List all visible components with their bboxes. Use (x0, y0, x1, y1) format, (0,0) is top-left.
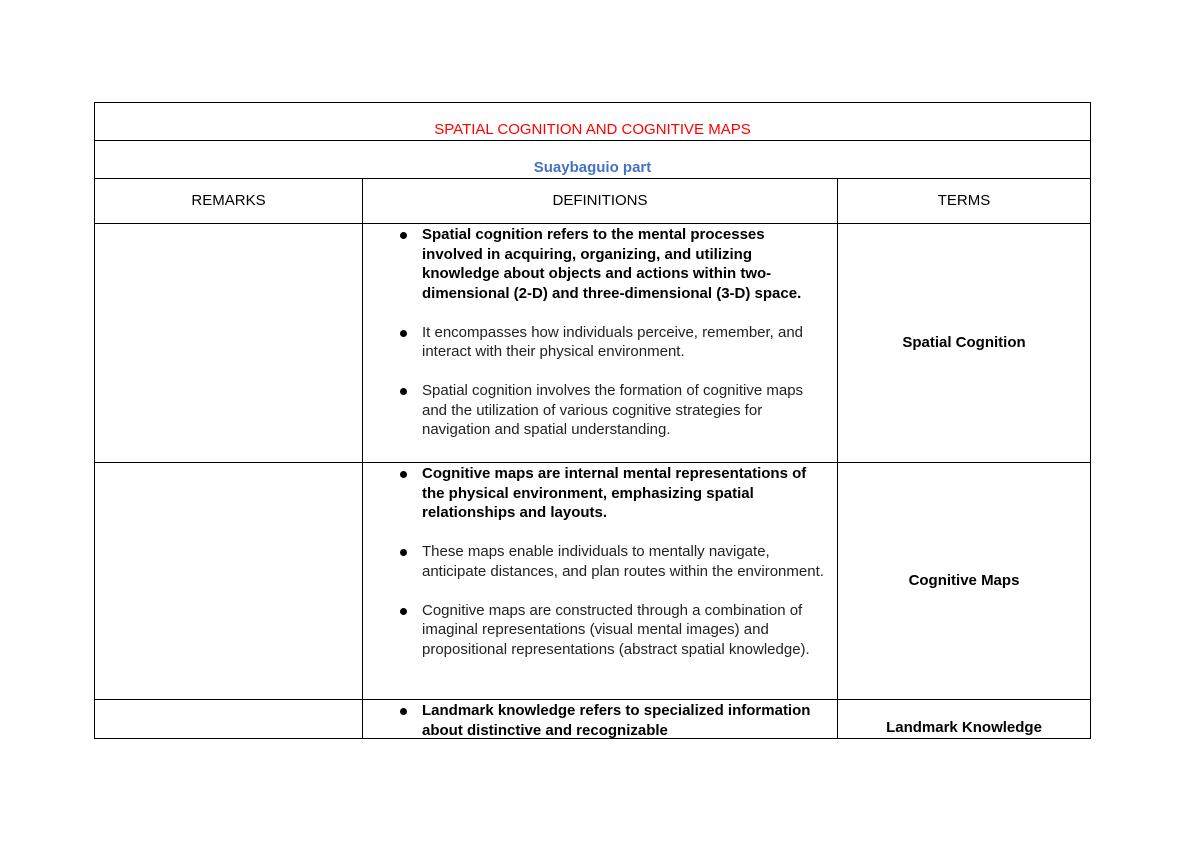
document-title: SPATIAL COGNITION AND COGNITIVE MAPS (434, 120, 751, 138)
term-cell: Landmark Knowledge (838, 700, 1091, 739)
document-subtitle: Suaybaguio part (533, 158, 652, 176)
definition-text: It encompasses how individuals perceive, remember, and interact with their physical environment. (422, 323, 804, 360)
remarks-cell (95, 224, 363, 463)
bullet-icon (400, 232, 407, 239)
definition-text: Landmark knowledge refers to specialized information about distinctive and recognizable (422, 702, 811, 738)
definitions-cell (363, 700, 838, 739)
definition-list (363, 464, 837, 659)
definition-text: Spatial cognition involves the formation of cognitive maps and the utilization of various cognitive strategies for navigation and spatial understanding. (422, 382, 804, 438)
definitions-cell (363, 463, 838, 700)
definition-list (363, 225, 837, 440)
remarks-cell (95, 700, 363, 739)
definition-clip (363, 701, 837, 738)
term-cell: Spatial Cognition (838, 224, 1091, 463)
table-row (95, 224, 1091, 463)
definition-item (422, 701, 829, 738)
definition-item (422, 464, 829, 523)
terms-table (94, 102, 1091, 739)
subtitle-row (95, 141, 1091, 179)
definition-item (422, 601, 829, 660)
bullet-icon (400, 608, 407, 615)
title-row (95, 103, 1091, 141)
header-remarks: REMARKS (95, 179, 363, 224)
table-row (95, 700, 1091, 739)
definition-text: Cognitive maps are constructed through a combination of imaginal representations (visual mental images) and propositional representations (abstract spatial knowledge). (422, 601, 810, 658)
bullet-icon (400, 471, 407, 478)
bullet-icon (400, 330, 407, 337)
term-cell: Cognitive Maps (838, 463, 1091, 700)
bullet-icon (400, 708, 407, 715)
table-row (95, 463, 1091, 700)
header-terms: TERMS (838, 179, 1091, 224)
definition-text: Spatial cognition refers to the mental processes involved in acquiring, organizing, and utilizing knowledge about objects and actions within two-dimensional (2-D) and three-dimensional (3-D) space. (422, 226, 802, 302)
subtitle-cell (95, 141, 1091, 179)
definition-item (422, 225, 829, 303)
bullet-icon (400, 549, 407, 556)
definition-text: These maps enable individuals to mentally navigate, anticipate distances, and plan routes within the environment. (422, 543, 824, 580)
definition-text: Cognitive maps are internal mental representations of the physical environment, emphasizing spatial relationships and layouts. (422, 465, 807, 521)
header-row (95, 179, 1091, 224)
title-cell (95, 103, 1091, 141)
bullet-icon (400, 388, 407, 395)
definition-item (422, 542, 829, 581)
header-definitions: DEFINITIONS (363, 179, 838, 224)
remarks-cell (95, 463, 363, 700)
definitions-cell (363, 224, 838, 463)
definition-list (363, 701, 837, 738)
definition-item (422, 323, 829, 362)
definition-item (422, 381, 829, 440)
